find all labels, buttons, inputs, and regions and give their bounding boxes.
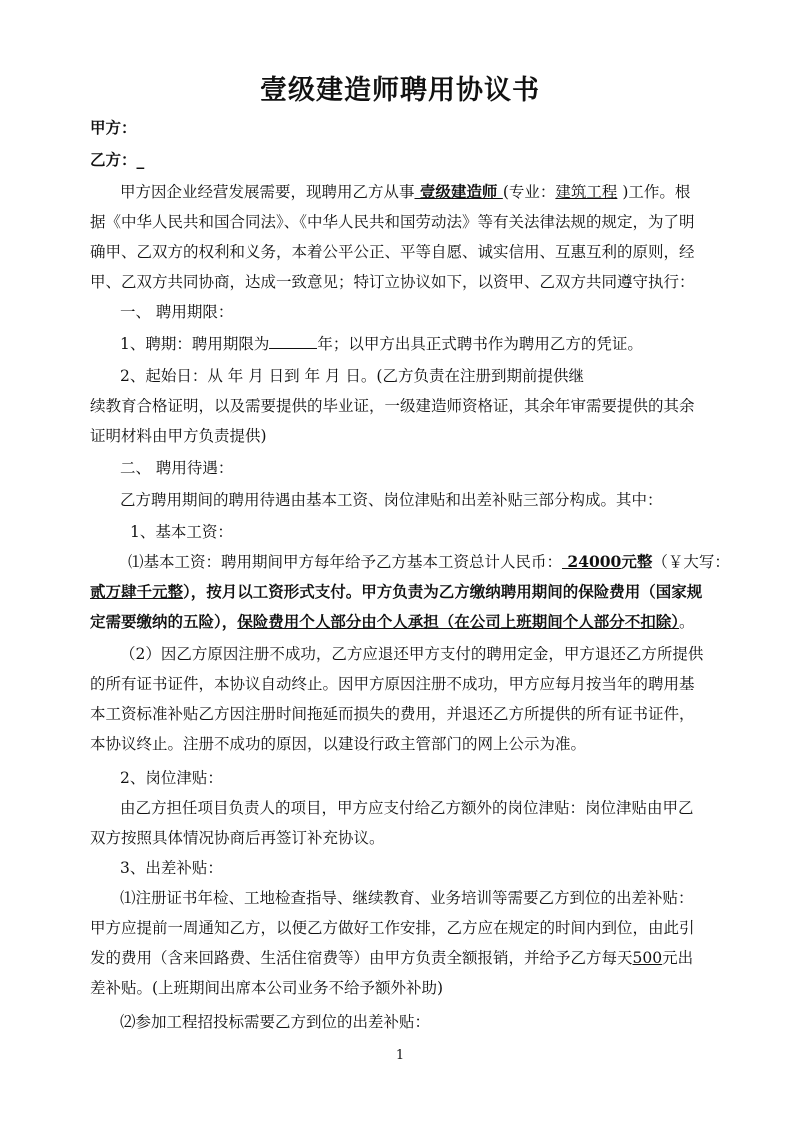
term-item — [120, 334, 760, 354]
document-title: 壹级建造师聘用协议书 — [260, 75, 540, 106]
party-b-label: 乙方： — [90, 150, 137, 169]
salary-text: 定需要缴纳的五险）， — [90, 612, 238, 631]
travel-text: 元出 — [662, 949, 694, 967]
salary-unit: 元整 — [621, 552, 653, 571]
intro-line-1 — [120, 182, 760, 202]
basic-salary-line-3 — [90, 612, 730, 632]
start-date-line-2: 续教育合格证明，以及需要提供的毕业证，一级建造师资格证，其余年审需要提供的其余 — [90, 397, 695, 415]
salary-amount-words: 贰万肆千元整 — [90, 582, 184, 601]
position-allowance-line-2: 双方按照具体情况协商后再签订补充协议。 — [90, 829, 385, 847]
position-allowance-line-1: 由乙方担任项目负责人的项目，甲方应支付给乙方额外的岗位津贴：岗位津贴由甲乙 — [120, 799, 694, 817]
salary-text: ），按月以工资形式支付。甲方负责为乙方缴纳聘用期间的保险费用（国家规 — [183, 582, 703, 601]
intro-text: (专业： — [502, 183, 556, 201]
salary-text: （￥大写： — [652, 553, 730, 571]
basic-salary-line-1 — [128, 552, 768, 572]
intro-line-3: 确甲、乙双方的权利和义务，本着公平公正、平等自愿、诚实信用、互惠互利的原则，经 — [90, 243, 695, 261]
term-years-blank — [269, 334, 317, 349]
salary-text: 。 — [679, 613, 695, 631]
term-text: 1、聘期：聘用期限为 — [120, 335, 270, 353]
basic-salary-line-2 — [90, 582, 730, 602]
intro-line-2: 据《中华人民共和国合同法》、《中华人民共和国劳动法》等有关法律法规的规定，为了明 — [90, 213, 695, 231]
basic-salary-heading: 1、基本工资： — [130, 523, 233, 541]
position-allowance-heading: 2、岗位津贴： — [120, 769, 223, 787]
specialty-field: 建筑工程 — [555, 183, 618, 201]
intro-line-4: 甲、乙双方共同协商，达成一致意见；特订立协议如下，以资甲、乙双方共同遵守执行： — [90, 273, 695, 291]
travel-allowance-line-4: 差补贴。(上班期间出席本公司业务不给予额外补助) — [90, 979, 444, 997]
party-b-line — [90, 150, 730, 170]
registration-line-3: 本工资标准补贴乙方因注册时间拖延而损失的费用，并退还乙方所提供的所有证书证件， — [90, 705, 695, 723]
section-2-heading: 二、 聘用待遇： — [120, 459, 234, 477]
section-1-heading: 一、 聘用期限： — [120, 303, 234, 321]
insurance-clause: 保险费用个人部分由个人承担（在公司上班期间个人部分不扣除） — [237, 612, 680, 631]
registration-line-1: （2）因乙方原因注册不成功，乙方应退还甲方支付的聘用定金，甲方退还乙方所提供 — [120, 645, 704, 663]
start-date-line-3: 证明材料由甲方负责提供) — [90, 427, 267, 445]
party-a-label: 甲方： — [90, 118, 137, 137]
travel-allowance-line-1: ⑴注册证书年检、工地检查指导、继续教育、业务培训等需要乙方到位的出差补贴： — [120, 889, 694, 907]
salary-text: ⑴基本工资：聘用期间甲方每年给予乙方基本工资总计人民币： — [128, 553, 563, 571]
party-b-value: _ — [136, 150, 145, 169]
salary-amount: 24000 — [562, 552, 622, 571]
registration-line-4: 本协议终止。注册不成功的原因，以建设行政主管部门的网上公示为准。 — [90, 735, 587, 753]
position-field: 壹级建造师 — [414, 182, 503, 201]
intro-text: 甲方因企业经营发展需要，现聘用乙方从事 — [120, 183, 415, 201]
travel-allowance-heading: 3、出差补贴： — [120, 859, 223, 877]
tender-allowance-line: ⑵参加工程招投标需要乙方到位的出差补贴： — [120, 1013, 431, 1031]
intro-text: )工作。根 — [617, 183, 691, 201]
page-number: 1 — [395, 1048, 405, 1063]
registration-line-2: 的所有证书证件，本协议自动终止。因甲方原因注册不成功，甲方应每月按当年的聘用基 — [90, 675, 695, 693]
travel-allowance-line-3 — [90, 948, 730, 968]
start-date-line-1: 2、起始日：从 年 月 日到 年 月 日。(乙方负责在注册到期前提供继 — [120, 367, 584, 385]
daily-allowance-amount: 500 — [632, 949, 663, 967]
travel-allowance-line-2: 甲方应提前一周通知乙方，以便乙方做好工作安排，乙方应在规定的时间内到位，由此引 — [90, 919, 695, 937]
term-text: 年；以甲方出具正式聘书作为聘用乙方的凭证。 — [317, 335, 643, 353]
compensation-intro: 乙方聘用期间的聘用待遇由基本工资、岗位津贴和出差补贴三部分构成。其中： — [120, 491, 663, 509]
travel-text: 发的费用（含来回路费、生活住宿费等）由甲方负责全额报销，并给予乙方每天 — [90, 949, 633, 967]
